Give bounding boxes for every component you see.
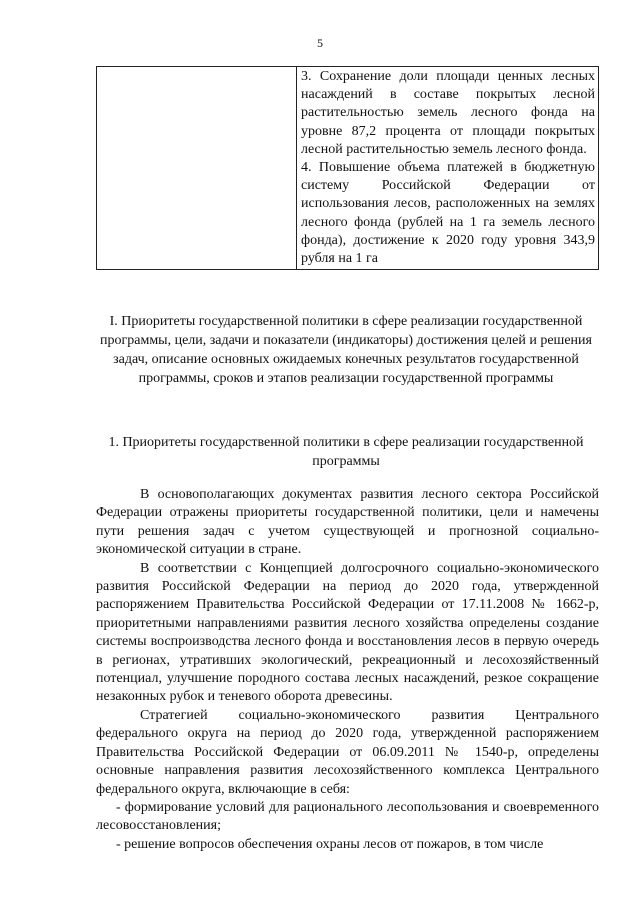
page-number: 5 [317,36,323,50]
subsection-heading: 1. Приоритеты государственной политики в сфере реализации государственной программы [108,435,584,469]
paragraph: В соответствии с Концепцией долгосрочного социально-экономического развития Российской Федерации на период до 2020 года, утвержденной распоряжением Правительства Российской Федерации от 17.11.2008 № 1662-р, приоритетными направлениями развития лесного хозяйства определены создание системы воспроизводства лесного фонда и восстановления лесов в первую очередь в регионах, утративших экологический, рекреационный и лесохозяйственный потенциал, улучшение породного состава лесных насаждений, резкое сокращение незаконных рубок и теневого оборота древесины. [96,560,599,705]
body-text [96,486,599,854]
paragraph: В основополагающих документах развития лесного сектора Российской Федерации отражены приоритеты государственной политики, цели и намечены пути решения задач с учетом существующей и прогнозной социально-экономической ситуации в стране. [96,487,599,558]
list-item: - формирование условий для рационального лесопользования и своевременного лесовосстановления; [96,799,599,834]
table-cell-left [97,67,297,270]
table-item: 4. Повышение объема платежей в бюджетную систему Российской Федерации от использования лесов, расположенных на землях лесного фонда (рублей на 1 га земель лесного фонда), достижение к 2020 году уровня 343,9 рубля на 1 га [301,160,595,267]
indicators-table [96,66,599,270]
list-item: - решение вопросов обеспечения охраны лесов от пожаров, в том числе [116,836,544,852]
table-row [97,67,599,270]
paragraph: Стратегией социально-экономического развития Центрального федерального округа на период до 2020 года, утвержденной распоряжением Правительства Российской Федерации от 06.09.2011 № 1540-р, определены основные направления развития лесохозяйственного комплекса Центрального федерального округа, включающие в себя: [96,707,599,797]
table-cell-right [297,67,599,270]
table-item: 3. Сохранение доли площади ценных лесных насаждений в составе покрытых лесной растительностью земель лесного фонда на уровне 87,2 процента от площади покрытых лесной растительностью земель лесного фонда. [301,69,595,157]
section-heading: I. Приоритеты государственной политики в сфере реализации государственной программы, цели, задачи и показатели (индикаторы) достижения целей и решения задач, описание основных ожидаемых конечных результатов государственной программы, сроков и этапов реализации государственной программы [100,314,592,386]
